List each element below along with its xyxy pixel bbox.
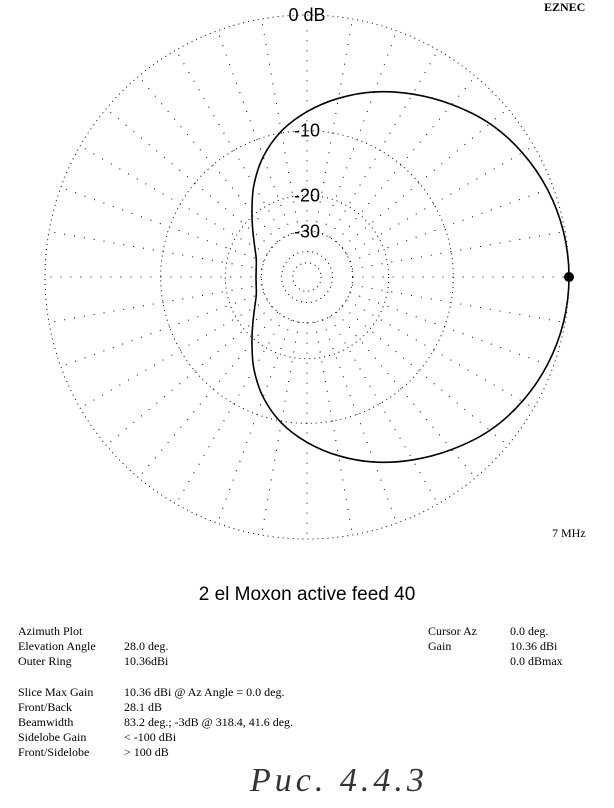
info-right-labels bbox=[428, 624, 477, 669]
info-value: 10.36 dBi bbox=[510, 639, 558, 653]
ring-label: -20 bbox=[293, 185, 321, 206]
cursor-marker bbox=[564, 272, 574, 282]
grid-spoke bbox=[61, 187, 264, 261]
info-value bbox=[124, 624, 168, 639]
grid-ring bbox=[45, 15, 569, 539]
info-right-values bbox=[510, 624, 563, 669]
ring-label: 0 dB bbox=[288, 5, 326, 25]
grid-spoke bbox=[330, 317, 438, 504]
info-value: 0.0 deg. bbox=[510, 624, 549, 638]
info-value: 10.36 dBi @ Az Angle = 0.0 deg. bbox=[124, 685, 285, 699]
info-left-values bbox=[124, 624, 168, 669]
grid-spoke bbox=[342, 109, 508, 248]
grid-spoke bbox=[176, 317, 284, 504]
grid-spoke bbox=[106, 306, 272, 445]
info-label: Sidelobe Gain bbox=[18, 730, 87, 744]
polar-grid bbox=[45, 15, 569, 539]
grid-spoke bbox=[336, 76, 475, 242]
info-label: Outer Ring bbox=[18, 654, 72, 668]
grid-spoke bbox=[49, 285, 262, 323]
handwritten-caption: Рис. 4.4.3 bbox=[250, 762, 428, 799]
info-lower-values bbox=[124, 685, 293, 760]
grid-spoke bbox=[352, 285, 565, 323]
info-value: > 100 dB bbox=[124, 745, 169, 759]
info-label: Front/Back bbox=[18, 700, 72, 714]
info-label: Front/Sidelobe bbox=[18, 745, 90, 759]
plot-title: 2 el Moxon active feed 40 bbox=[198, 584, 416, 605]
info-value: 28.1 dB bbox=[124, 700, 163, 714]
grid-spoke bbox=[315, 19, 353, 232]
info-label: Cursor Az bbox=[428, 624, 477, 638]
grid-ring bbox=[161, 131, 454, 424]
frequency-label: 7 MHz bbox=[552, 526, 586, 540]
grid-spoke bbox=[61, 293, 264, 367]
info-label: Beamwidth bbox=[18, 715, 74, 729]
pattern-curve bbox=[252, 92, 569, 463]
grid-spoke bbox=[139, 312, 278, 478]
ring-label: -10 bbox=[293, 120, 321, 141]
grid-spoke bbox=[49, 232, 262, 270]
info-value: 83.2 deg.; -3dB @ 318.4, 41.6 deg. bbox=[124, 715, 294, 729]
info-value: < -100 dBi bbox=[124, 730, 177, 744]
grid-ring bbox=[282, 252, 333, 303]
grid-spoke bbox=[350, 293, 553, 367]
info-value: 10.36dBi bbox=[124, 654, 169, 668]
info-label: Azimuth Plot bbox=[18, 624, 83, 638]
grid-ring bbox=[293, 263, 321, 291]
grid-spoke bbox=[80, 300, 267, 408]
grid-spoke bbox=[323, 31, 397, 234]
info-lower-labels bbox=[18, 685, 93, 760]
info-label: Slice Max Gain bbox=[18, 685, 94, 699]
grid-spoke bbox=[323, 320, 397, 523]
info-label: Gain bbox=[428, 639, 452, 653]
ring-label: -30 bbox=[293, 221, 321, 242]
grid-spoke bbox=[350, 187, 553, 261]
grid-ring bbox=[225, 195, 388, 358]
grid-spoke bbox=[80, 146, 267, 254]
grid-spoke bbox=[342, 306, 508, 445]
info-left-labels bbox=[18, 624, 96, 669]
grid-spoke bbox=[106, 109, 272, 248]
info-value: 0.0 dBmax bbox=[510, 654, 563, 668]
info-label: Elevation Angle bbox=[18, 639, 96, 653]
info-value: 28.0 deg. bbox=[124, 639, 169, 653]
grid-spoke bbox=[347, 146, 534, 254]
grid-spoke bbox=[330, 50, 438, 237]
grid-spoke bbox=[336, 312, 475, 478]
grid-spoke bbox=[139, 76, 278, 242]
grid-spoke bbox=[347, 300, 534, 408]
grid-spoke bbox=[176, 50, 284, 237]
brand-label: EZNEC bbox=[544, 0, 586, 14]
grid-ring bbox=[261, 231, 352, 322]
info-label bbox=[428, 654, 477, 669]
